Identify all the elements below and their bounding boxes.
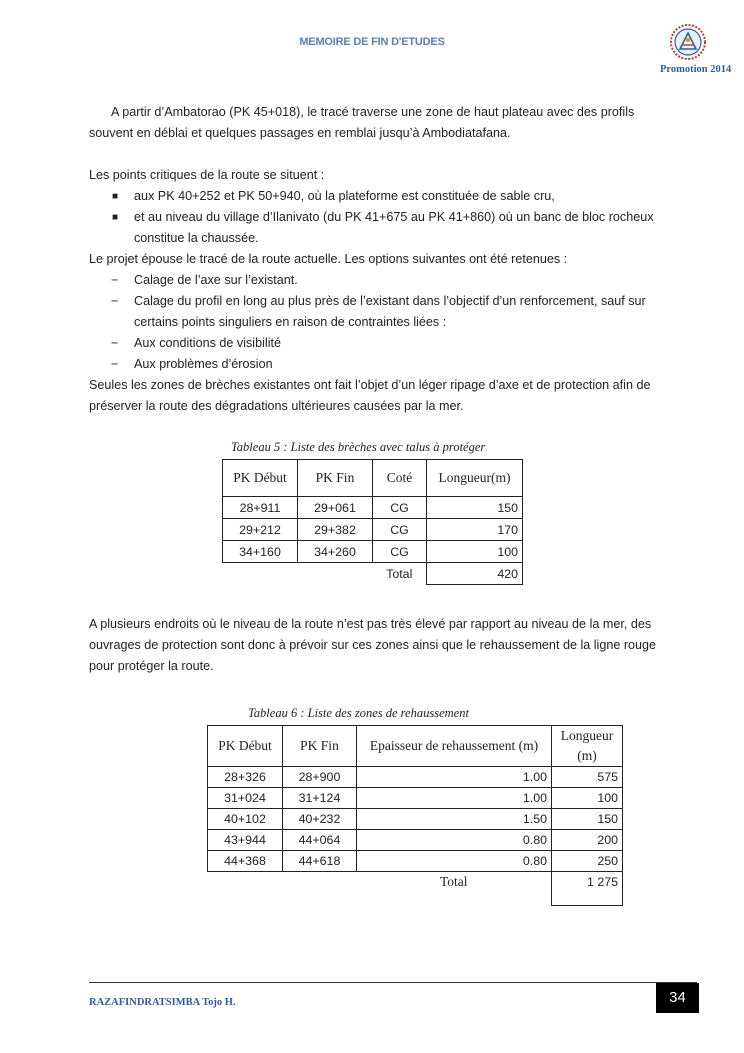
table-cell: 1.00 xyxy=(357,767,552,788)
body-bottom xyxy=(89,614,657,677)
paragraph-protection: A plusieurs endroits où le niveau de la route n’est pas très élevé par rapport au niveau de la mer, des ouvrages de protection sont donc à prévoir sur ces zones ainsi que le rehaussement de la ligne rouge pour protéger la route. xyxy=(89,617,657,673)
table-header-row xyxy=(208,726,623,767)
list-item: − Calage de l’axe sur l’existant. xyxy=(111,273,298,287)
column-header: Longueur (m) xyxy=(552,726,623,767)
column-header: PK Début xyxy=(208,726,283,767)
footer-divider xyxy=(89,982,697,983)
table-cell: 170 xyxy=(427,519,523,541)
list-item: − Aux conditions de visibilité xyxy=(111,336,282,350)
table-cell: CG xyxy=(373,497,427,519)
table-cell: 31+124 xyxy=(283,788,357,809)
table-cell: 34+260 xyxy=(298,541,373,563)
table-cell: 1.00 xyxy=(357,788,552,809)
table-row xyxy=(223,519,523,541)
table-row xyxy=(208,851,623,872)
school-emblem-icon xyxy=(668,22,708,62)
table-cell: 40+232 xyxy=(283,809,357,830)
options-list xyxy=(89,270,657,375)
table-row xyxy=(208,767,623,788)
table-row xyxy=(208,830,623,851)
table-cell: 44+618 xyxy=(283,851,357,872)
total-value: 1 275 xyxy=(552,872,623,906)
table-cell: 150 xyxy=(427,497,523,519)
table-cell: 0.80 xyxy=(357,830,552,851)
table-row xyxy=(223,541,523,563)
table-cell: 44+064 xyxy=(283,830,357,851)
table-cell: 40+102 xyxy=(208,809,283,830)
column-header: Longueur(m) xyxy=(427,460,523,497)
table-cell: 28+911 xyxy=(223,497,298,519)
table-cell: 31+024 xyxy=(208,788,283,809)
table-cell: 29+382 xyxy=(298,519,373,541)
column-header: PK Fin xyxy=(298,460,373,497)
table-cell: 0.80 xyxy=(357,851,552,872)
table-row xyxy=(208,788,623,809)
table-cell: 44+368 xyxy=(208,851,283,872)
table-cell: 100 xyxy=(552,788,623,809)
footer-author: RAZAFINDRATSIMBA Tojo H. xyxy=(89,997,236,1008)
table5 xyxy=(222,459,523,585)
total-value: 420 xyxy=(427,563,523,585)
table-cell: 1.50 xyxy=(357,809,552,830)
table-cell: 250 xyxy=(552,851,623,872)
table-row xyxy=(208,809,623,830)
paragraph-critical-points: Les points critiques de la route se situent : xyxy=(89,168,325,182)
body-top xyxy=(89,102,657,417)
list-item: ■ et au niveau du village d’Ilanivato (du PK 41+675 au PK 41+860) où un banc de bloc rocheux constitue la chaussée. xyxy=(112,210,654,245)
list-item: − Aux problèmes d’érosion xyxy=(111,357,273,371)
table-cell: 29+061 xyxy=(298,497,373,519)
table-cell: 150 xyxy=(552,809,623,830)
table-cell: 29+212 xyxy=(223,519,298,541)
list-item: ■ aux PK 40+252 et PK 50+940, où la plateforme est constituée de sable cru, xyxy=(112,189,555,203)
table-cell: 100 xyxy=(427,541,523,563)
table-cell: 43+944 xyxy=(208,830,283,851)
table-row xyxy=(223,497,523,519)
table-cell: CG xyxy=(373,519,427,541)
table-cell: CG xyxy=(373,541,427,563)
table-total-row xyxy=(223,563,523,585)
column-header: PK Début xyxy=(223,460,298,497)
table5-caption: Tableau 5 : Liste des brèches avec talus à protéger xyxy=(231,440,486,454)
table-cell: 200 xyxy=(552,830,623,851)
table6-caption: Tableau 6 : Liste des zones de rehaussement xyxy=(248,706,469,720)
table-cell: 28+326 xyxy=(208,767,283,788)
total-label: Total xyxy=(439,874,468,889)
column-header: Epaisseur de rehaussement (m) xyxy=(357,726,552,767)
column-header: Coté xyxy=(373,460,427,497)
page-number: 34 xyxy=(656,983,699,1013)
table6 xyxy=(207,725,623,906)
paragraph-options: Le projet épouse le tracé de la route actuelle. Les options suivantes ont été retenues : xyxy=(89,252,568,266)
paragraph-breaches: Seules les zones de brèches existantes ont fait l’objet d’un léger ripage d’axe et de protection afin de préserver la route des dégradations ultérieures causées par la mer. xyxy=(89,378,651,413)
table-total-row xyxy=(208,872,623,906)
promotion-label: Promotion 2014 xyxy=(660,64,732,75)
table-header-row xyxy=(223,460,523,497)
paragraph-intro: A partir d’Ambatorao (PK 45+018), le tracé traverse une zone de haut plateau avec des profils souvent en déblai et quelques passages en remblai jusqu’à Ambodiatafana. xyxy=(89,105,635,140)
table-cell: 34+160 xyxy=(223,541,298,563)
total-label: Total xyxy=(386,566,413,581)
table-cell: 575 xyxy=(552,767,623,788)
column-header: PK Fin xyxy=(283,726,357,767)
header-title: MEMOIRE DE FIN D'ETUDES xyxy=(299,36,445,48)
table-cell: 28+900 xyxy=(283,767,357,788)
list-item: − Calage du profil en long au plus près de l’existant dans l’objectif d’un renforcement, sauf sur certains points singuliers en raison de contraintes liées : xyxy=(111,294,646,329)
critical-points-list xyxy=(89,186,657,249)
